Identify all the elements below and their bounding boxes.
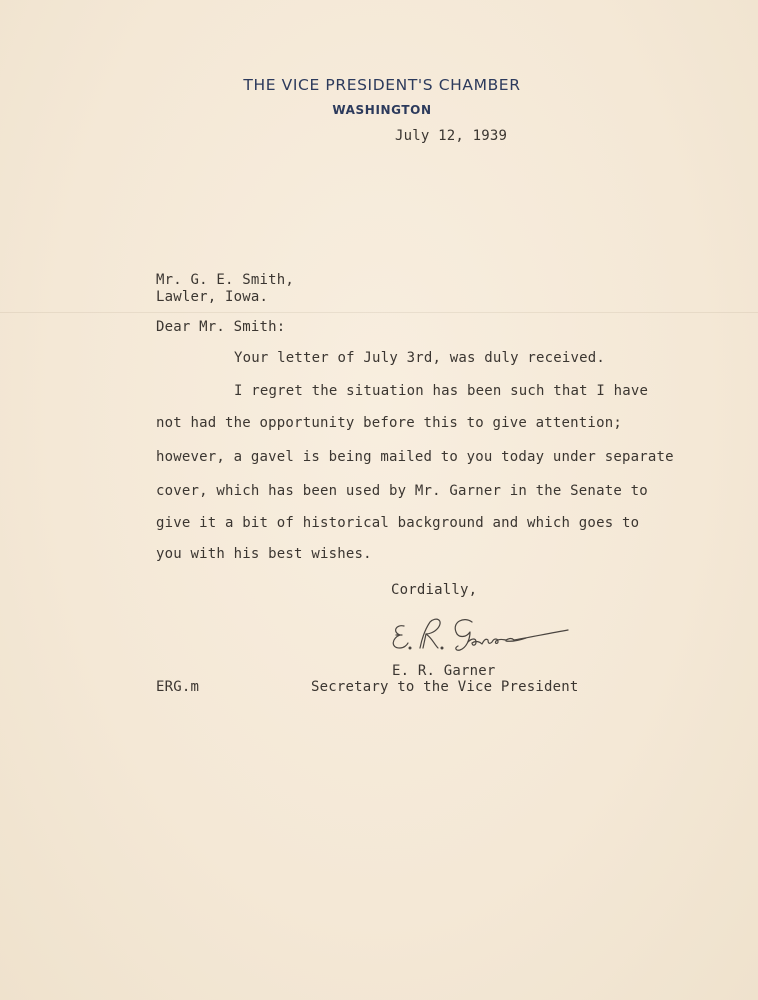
recipient-location: Lawler, Iowa. (156, 289, 269, 305)
body-paragraph-1: Your letter of July 3rd, was duly received. (234, 350, 606, 366)
salutation: Dear Mr. Smith: (156, 319, 286, 335)
body-line: I regret the situation has been such that I have (234, 383, 649, 399)
body-line: however, a gavel is being mailed to you today under separate (156, 449, 674, 465)
signer-title: Secretary to the Vice President (311, 679, 579, 695)
handwritten-signature (386, 608, 576, 662)
reference-initials: ERG.m (156, 679, 200, 695)
body-line: cover, which has been used by Mr. Garner in the Senate to (156, 483, 648, 499)
letter-date: July 12, 1939 (395, 128, 508, 144)
closing: Cordially, (391, 582, 478, 598)
letterhead-city: WASHINGTON (332, 103, 432, 117)
signer-name: E. R. Garner (392, 663, 496, 679)
body-line: not had the opportunity before this to give attention; (156, 415, 622, 431)
letterhead-title: THE VICE PRESIDENT'S CHAMBER (243, 76, 521, 94)
body-line: give it a bit of historical background and which goes to (156, 515, 640, 531)
recipient-name: Mr. G. E. Smith, (156, 272, 295, 288)
body-line: you with his best wishes. (156, 546, 372, 562)
paper-fold-line (0, 312, 758, 313)
